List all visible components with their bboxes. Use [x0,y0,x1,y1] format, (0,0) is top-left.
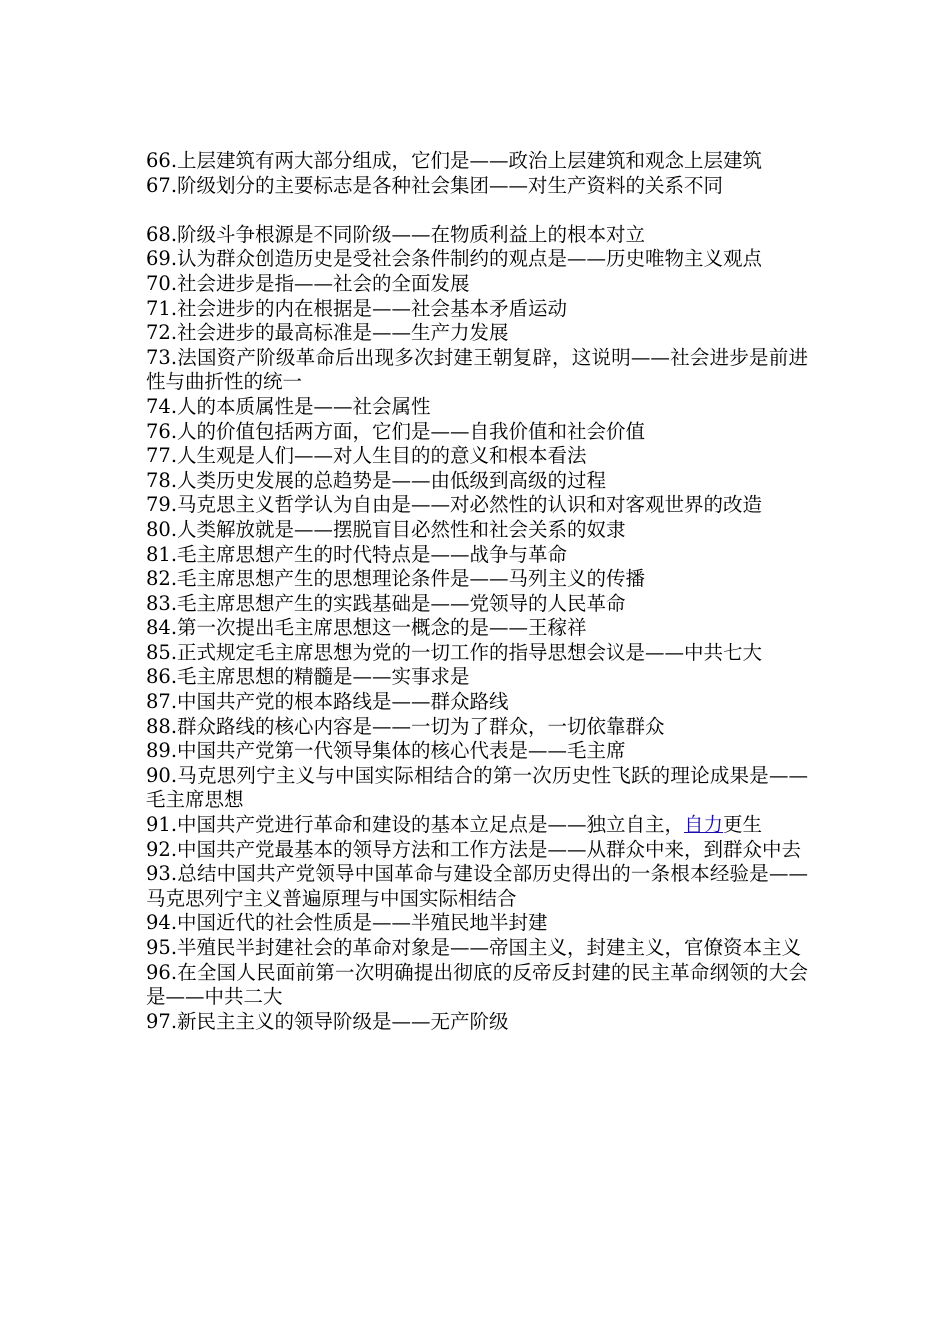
list-item-91 [146,813,808,838]
qa-list [146,149,808,813]
list-item: 81.毛主席思想产生的时代特点是——战争与革命 [146,542,568,566]
blank-line [146,198,808,223]
list-item: 79.马克思主义哲学认为自由是——对必然性的认识和对客观世界的改造 [146,493,763,517]
list-item: 96.在全国人民面前第一次明确提出彻底的反帝反封建的民主革命纲领的大会是——中共二大 [146,960,808,1009]
list-item: 76.人的价值包括两方面，它们是——自我价值和社会价值 [146,419,646,443]
list-item: 78.人类历史发展的总趋势是——由低级到高级的过程 [146,468,607,492]
list-item: 97.新民主主义的领导阶级是——无产阶级 [146,1009,509,1033]
list-item: 69.认为群众创造历史是受社会条件制约的观点是——历史唯物主义观点 [146,247,763,271]
qa-list-continued [146,838,808,1035]
list-item: 68.阶级斗争根源是不同阶级——在物质利益上的根本对立 [146,222,646,246]
list-item: 93.总结中国共产党领导中国革命与建设全部历史得出的一条根本经验是——马克思列宁主义普遍原理与中国实际相结合 [146,862,808,910]
list-item: 82.毛主席思想产生的思想理论条件是——马列主义的传播 [146,567,646,591]
list-item: 87.中国共产党的根本路线是——群众路线 [146,690,509,714]
list-item: 88.群众路线的核心内容是——一切为了群众，一切依靠群众 [146,714,665,738]
list-item: 67.阶级划分的主要标志是各种社会集团——对生产资料的关系不同 [146,173,724,197]
list-item: 83.毛主席思想产生的实践基础是——党领导的人民革命 [146,591,626,615]
list-item: 85.正式规定毛主席思想为党的一切工作的指导思想会议是——中共七大 [146,640,763,664]
list-item: 71.社会进步的内在根据是——社会基本矛盾运动 [146,296,568,320]
document-page [146,149,808,1034]
list-item: 72.社会进步的最高标准是——生产力发展 [146,321,509,345]
list-item: 74.人的本质属性是——社会属性 [146,394,431,418]
list-item: 86.毛主席思想的精髓是——实事求是 [146,665,470,689]
item-91-text: 91.中国共产党进行革命和建设的基本立足点是——独立自主， [146,813,685,837]
list-item: 90.马克思列宁主义与中国实际相结合的第一次历史性飞跃的理论成果是——毛主席思想 [146,763,808,812]
item-91-tail: 更生 [723,813,763,837]
list-item: 92.中国共产党最基本的领导方法和工作方法是——从群众中来，到群众中去 [146,837,802,861]
list-item: 89.中国共产党第一代领导集体的核心代表是——毛主席 [146,739,626,763]
list-item: 95.半殖民半封建社会的革命对象是——帝国主义，封建主义，官僚资本主义 [146,936,802,959]
list-item: 66.上层建筑有两大部分组成，它们是——政治上层建筑和观念上层建筑 [146,149,763,172]
list-item: 84.第一次提出毛主席思想这一概念的是——王稼祥 [146,616,587,640]
list-item: 73.法国资产阶级革命后出现多次封建王朝复辟，这说明——社会进步是前进性与曲折性的统一 [146,345,808,394]
list-item: 70.社会进步是指——社会的全面发展 [146,271,470,295]
self-reliance-link[interactable]: 自力 [684,813,724,837]
list-item: 94.中国近代的社会性质是——半殖民地半封建 [146,911,548,935]
list-item: 77.人生观是人们——对人生目的的意义和根本看法 [146,444,587,468]
list-item: 80.人类解放就是——摆脱盲目必然性和社会关系的奴隶 [146,517,626,541]
